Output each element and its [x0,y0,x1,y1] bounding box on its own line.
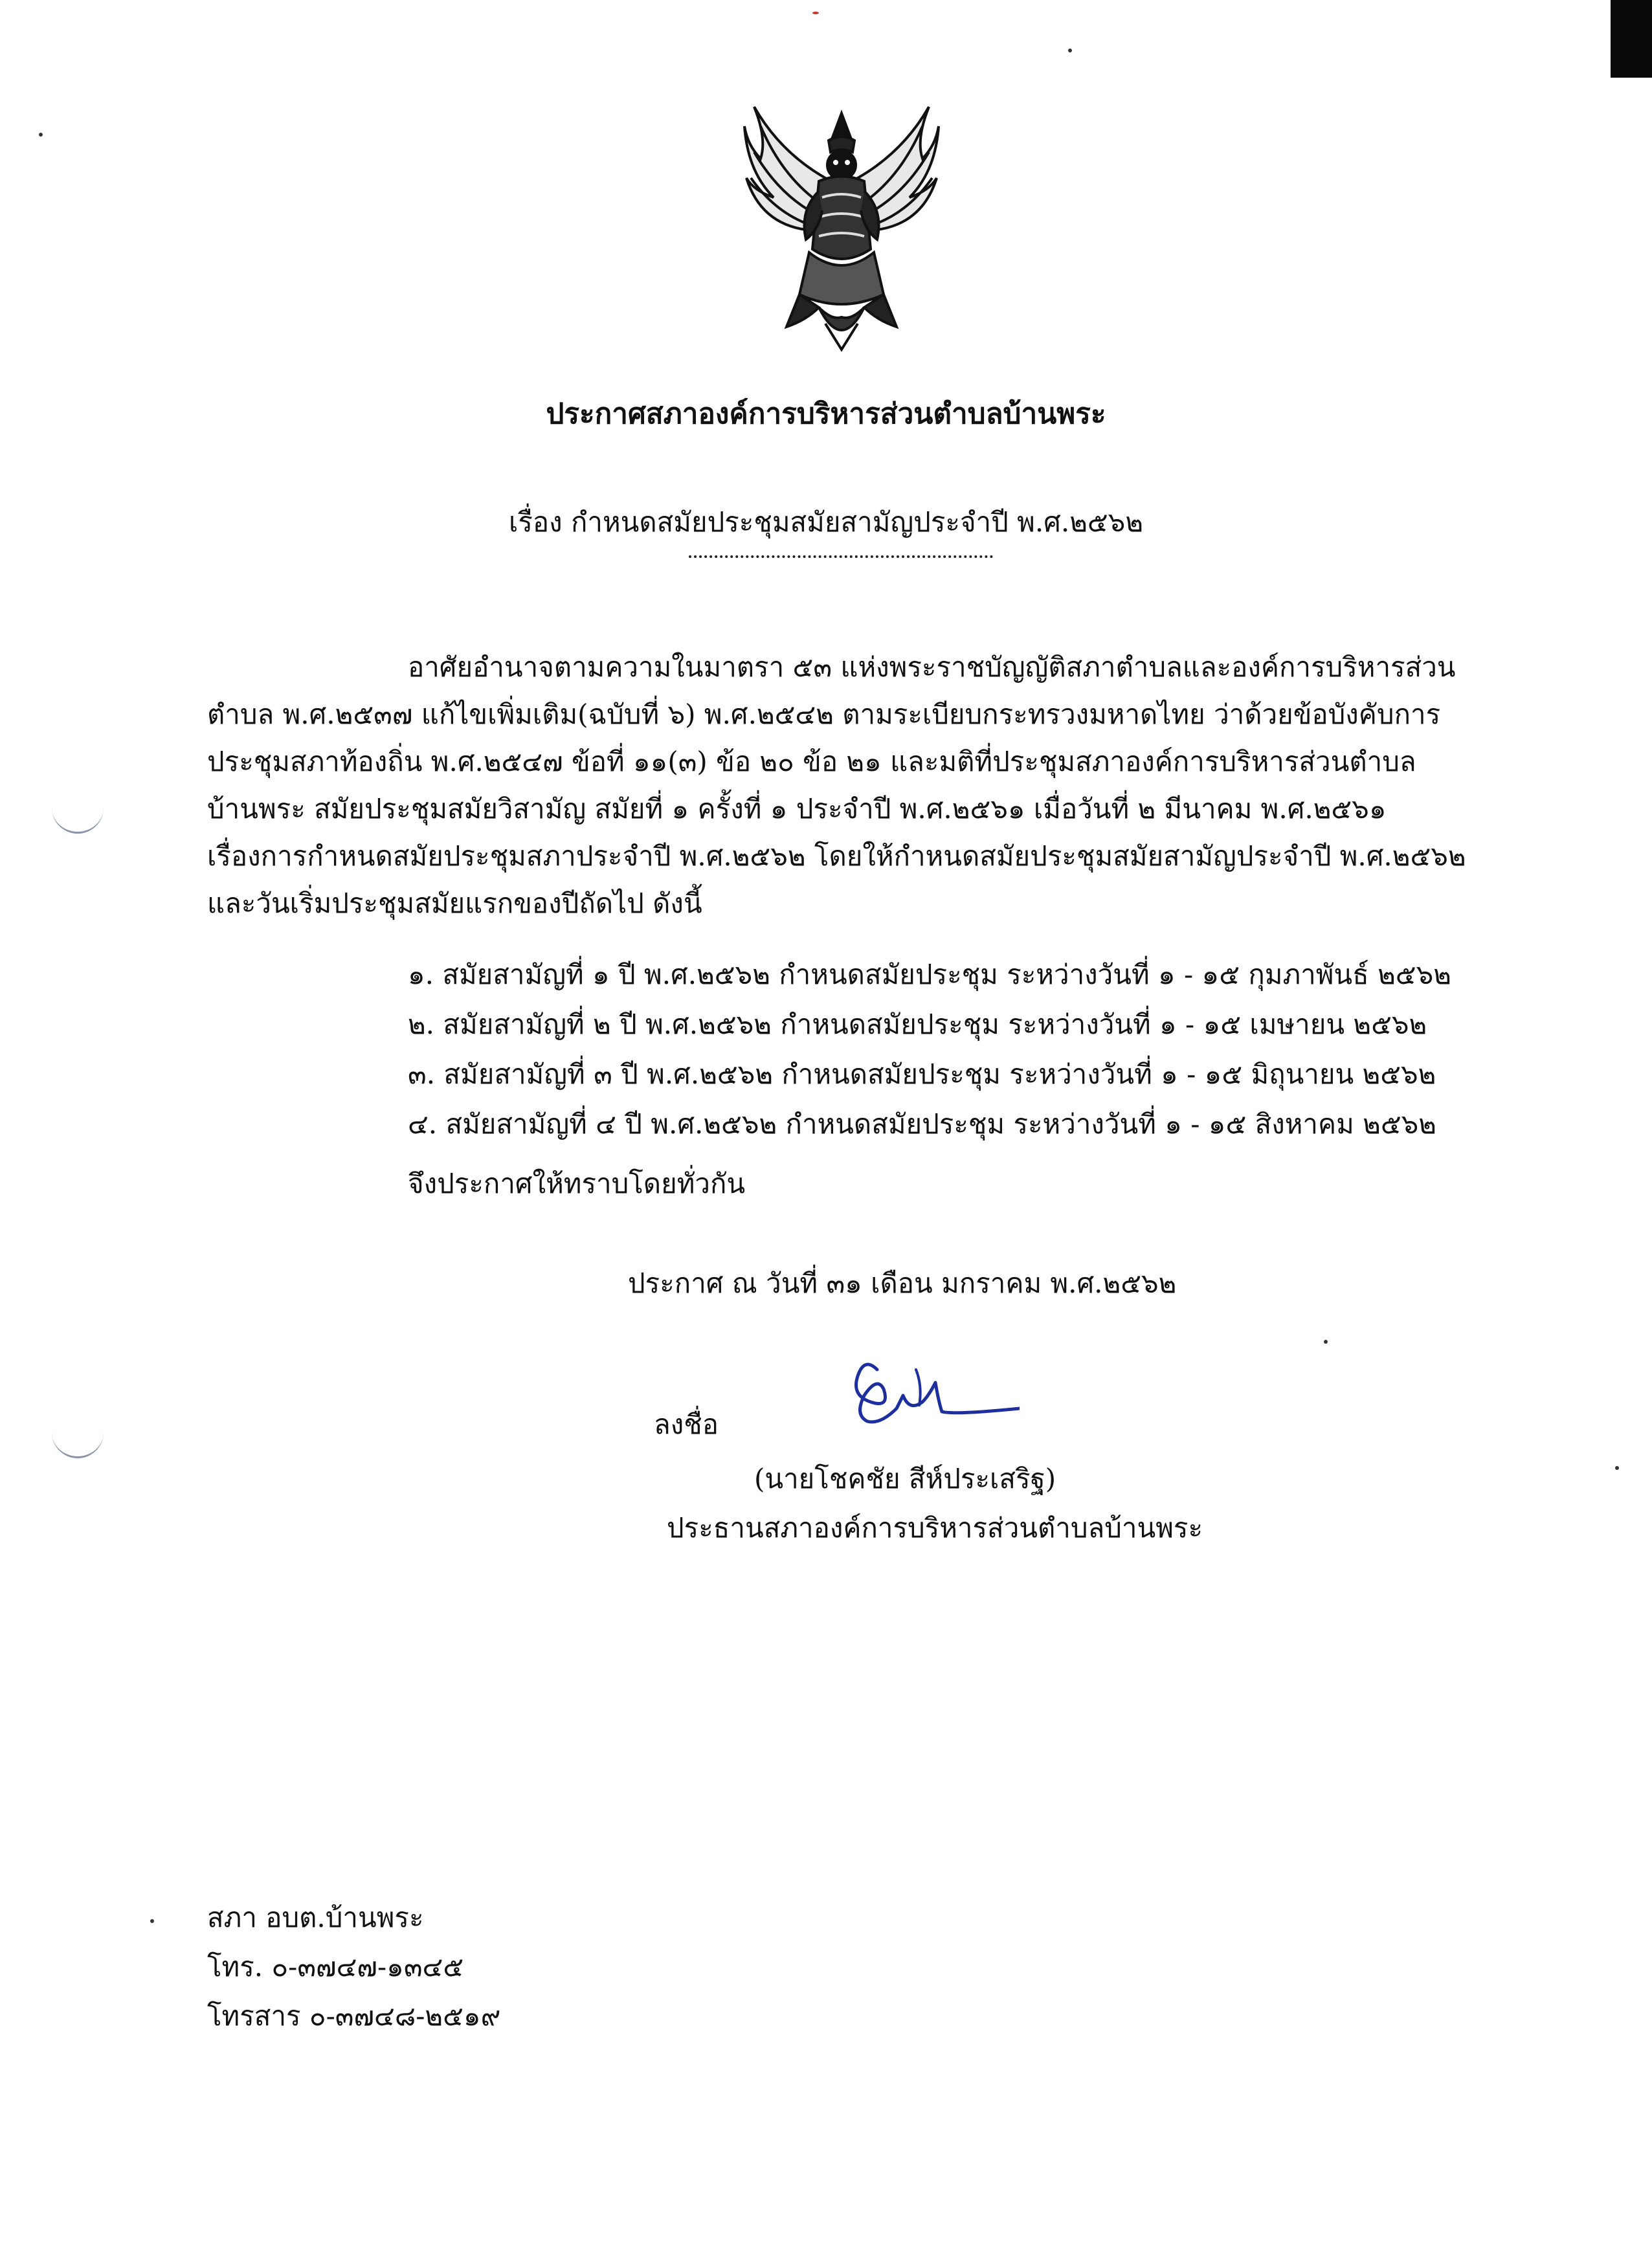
body-line: อาศัยอำนาจตามความในมาตรา ๕๓ แห่งพระราชบัญญัติสภาตำบลและองค์การบริหารส่วน [408,651,1456,683]
handwritten-signature [825,1350,1020,1434]
scan-speck [812,12,819,14]
signatory-position: ประธานสภาองค์การบริหารส่วนตำบลบ้านพระ [667,1512,1203,1544]
body-line: และวันเริ่มประชุมสมัยแรกของปีถัดไป ดังนี้ [207,887,702,919]
footer-org: สภา อบต.บ้านพระ [207,1902,424,1933]
scan-edge-mark [1611,0,1652,78]
announcement-subject: เรื่อง กำหนดสมัยประชุมสมัยสามัญประจำปี พ.ศ.๒๕๖๒ [508,506,1144,538]
garuda-emblem-icon [741,100,942,353]
signatory-name: (นายโชคชัย สีห์ประเสริฐ) [754,1463,1056,1495]
body-line: ประชุมสภาท้องถิ่น พ.ศ.๒๕๔๗ ข้อที่ ๑๑(๓) ข้อ ๒๐ ข้อ ๒๑ และมติที่ประชุมสภาองค์การบริหารส่วนตำบล [207,746,1416,777]
scan-arc-mark [52,1430,104,1458]
scan-speck [1324,1340,1328,1344]
body-line: ตำบล พ.ศ.๒๕๓๗ แก้ไขเพิ่มเติม(ฉบับที่ ๖) พ.ศ.๒๕๔๒ ตามระเบียบกระทรวงมหาดไทย ว่าด้วยข้อบังคับการ [207,698,1441,730]
announcement-date: ประกาศ ณ วันที่ ๓๑ เดือน มกราคม พ.ศ.๒๕๖๒ [628,1267,1177,1299]
footer-fax: โทรสาร ๐-๓๗๔๘-๒๕๑๙ [207,2000,501,2032]
session-list-item: ๔. สมัยสามัญที่ ๔ ปี พ.ศ.๒๕๖๒ กำหนดสมัยประชุม ระหว่างวันที่ ๑ - ๑๕ สิงหาคม ๒๕๖๒ [408,1108,1436,1140]
scan-speck [1615,1466,1619,1470]
scan-speck [150,1919,154,1923]
scan-arc-mark [52,806,104,834]
dotted-divider [689,555,993,558]
sign-label: ลงชื่อ [654,1408,719,1440]
body-line: เรื่องการกำหนดสมัยประชุมสภาประจำปี พ.ศ.๒๕๖๒ โดยให้กำหนดสมัยประชุมสมัยสามัญประจำปี พ.ศ.๒๕๖๒ [207,840,1466,872]
closing-statement: จึงประกาศให้ทราบโดยทั่วกัน [408,1168,746,1199]
scan-speck [39,133,43,137]
scan-speck [1068,49,1072,52]
announcement-title: ประกาศสภาองค์การบริหารส่วนตำบลบ้านพระ [546,397,1106,430]
body-line: บ้านพระ สมัยประชุมสมัยวิสามัญ สมัยที่ ๑ ครั้งที่ ๑ ประจำปี พ.ศ.๒๕๖๑ เมื่อวันที่ ๒ มีนาคม พ.ศ.๒๕๖๑ [207,793,1387,825]
session-list-item: ๒. สมัยสามัญที่ ๒ ปี พ.ศ.๒๕๖๒ กำหนดสมัยประชุม ระหว่างวันที่ ๑ - ๑๕ เมษายน ๒๕๖๒ [408,1008,1427,1040]
session-list-item: ๑. สมัยสามัญที่ ๑ ปี พ.ศ.๒๕๖๒ กำหนดสมัยประชุม ระหว่างวันที่ ๑ - ๑๕ กุมภาพันธ์ ๒๕๖๒ [408,959,1451,990]
footer-tel: โทร. ๐-๓๗๔๗-๑๓๔๕ [207,1951,464,1983]
session-list-item: ๓. สมัยสามัญที่ ๓ ปี พ.ศ.๒๕๖๒ กำหนดสมัยประชุม ระหว่างวันที่ ๑ - ๑๕ มิถุนายน ๒๕๖๒ [408,1058,1436,1090]
